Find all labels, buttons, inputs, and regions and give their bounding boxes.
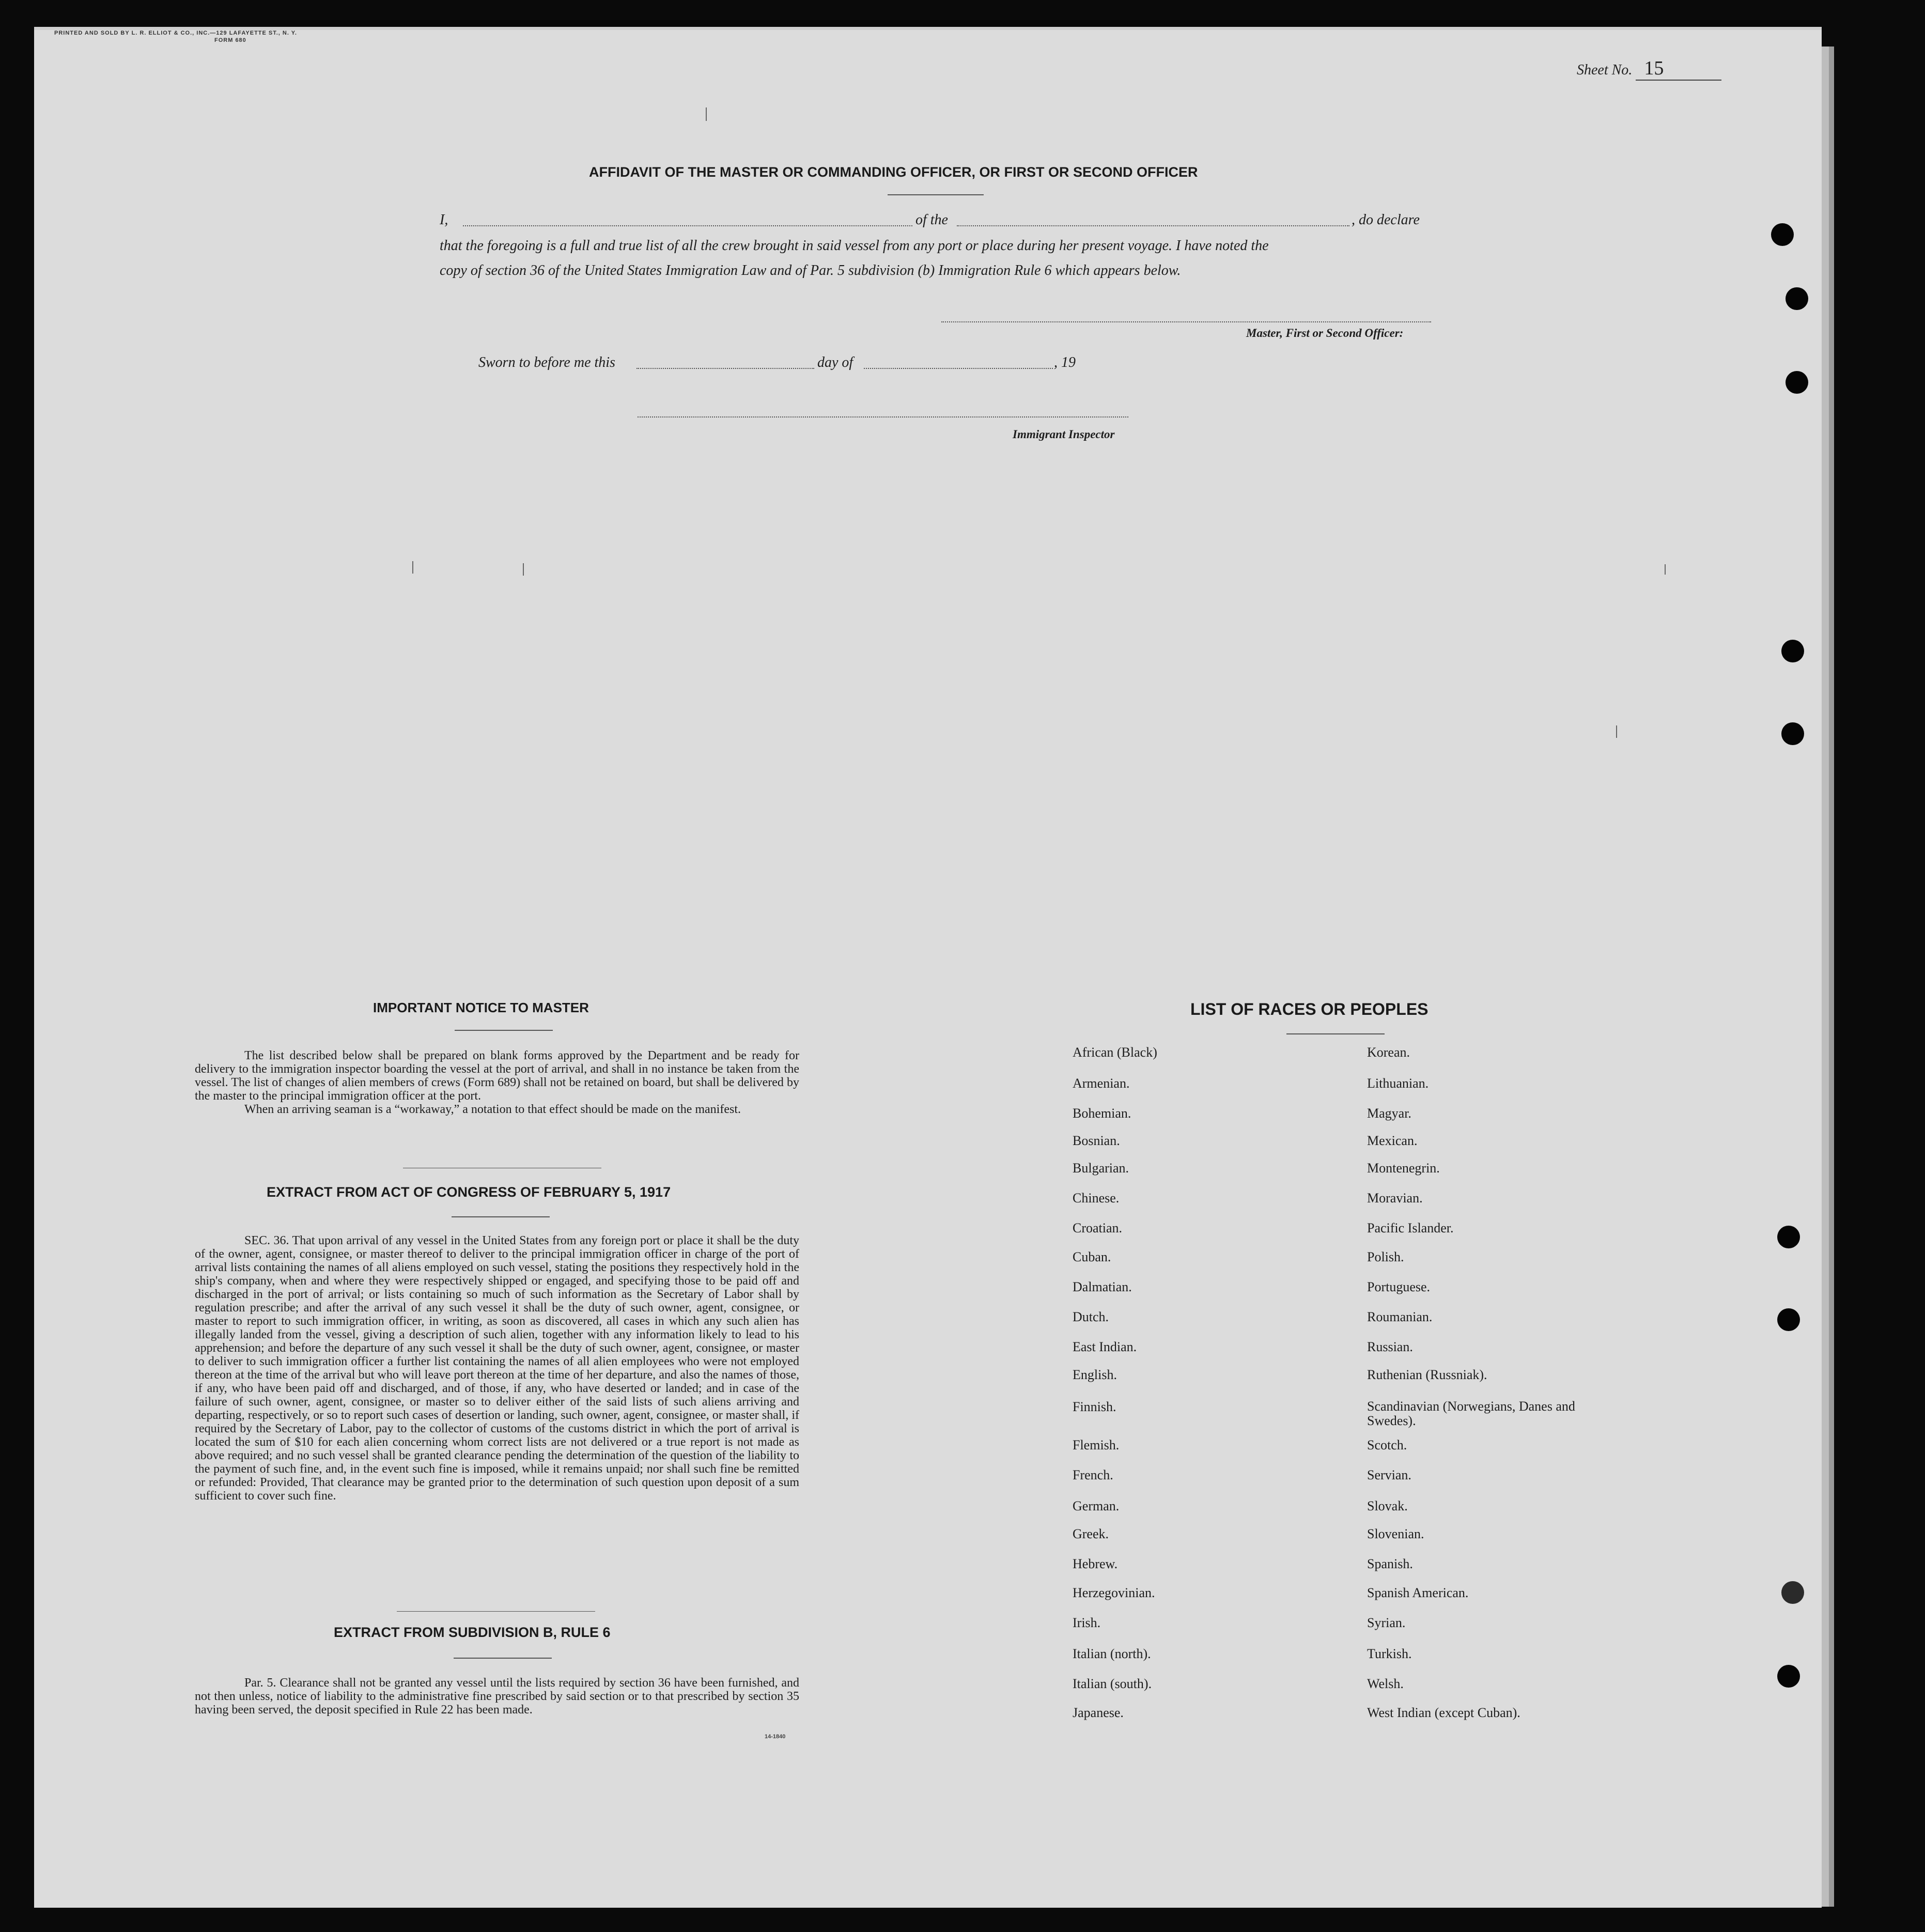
race-item: Italian (south). bbox=[1073, 1676, 1152, 1691]
rule-paragraph-5: Par. 5. Clearance shall not be granted any vessel until the lists required by section 36 have been furnished, and not then unless, notice of liability to the administrative fine prescribed by said section or to that prescribed by section 35 having been served, the deposit specified in Rule 22 has been made. bbox=[195, 1676, 799, 1717]
race-item: Turkish. bbox=[1367, 1646, 1412, 1661]
act-title: EXTRACT FROM ACT OF CONGRESS OF FEBRUARY 5, 1917 bbox=[267, 1184, 671, 1200]
sheet-number-label: Sheet No. bbox=[1577, 62, 1633, 78]
notice-paragraph-2: When an arriving seaman is a “workaway,” a notation to that effect should be made on the manifest. bbox=[244, 1103, 741, 1116]
binder-hole bbox=[1777, 1226, 1800, 1248]
race-item: Herzegovinian. bbox=[1073, 1585, 1155, 1600]
form-number: FORM 680 bbox=[214, 37, 246, 43]
act-body bbox=[195, 1234, 799, 1503]
race-item: Dutch. bbox=[1073, 1309, 1109, 1324]
act-section-36: SEC. 36. That upon arrival of any vessel in the United States from any foreign port or place it shall be the duty of the owner, agent, consignee, or master thereof to deliver to the principal immigration officer in charge of the port of arrival lists containing the names of all aliens employed on such vessel, stating the positions they respectively hold in the ship's company, when and where they were respectively shipped or engaged, and specifying those to be paid off and discharged in the port of arrival; or lists containing so much of such information as the Secretary of Labor shall by regulation prescribe; and after the arrival of any such vessel it shall be the duty of such owner, agent, consignee, or master to report to such immigration officer, in writing, as soon as discovered, all cases in which any such alien has illegally landed from the vessel, giving a description of such alien, together with any information likely to lead to his apprehension; and before the departure of any such vessel it shall be the duty of such owner, agent, consignee, or master to deliver to such immigration officer a further list containing the names of all alien employees who were not employed thereon at the time of the arrival but who will leave port thereon at the time of her departure, and also the names of those, if any, who have been paid off and discharged, and of those, if any, who have deserted or landed; and in case of the failure of such owner, agent, consignee, or master so to deliver either of the said lists of such aliens arriving and departing, respectively, or so to report such cases of desertion or landing, such owner, agent, consignee, or master shall, if required by the Secretary of Labor, pay to the collector of customs of the customs district in which the port of arrival is located the sum of $10 for each alien concerning whom correct lists are not delivered or a true report is not made as above required; and no such vessel shall be granted clearance pending the determination of the question of the liability to the payment of such fine, and, in the event such fine is imposed, while it remains unpaid; nor shall such fine be remitted or refunded: Provided, That clearance may be granted prior to the determination of such question upon deposit of a sum sufficient to cover such fine. bbox=[195, 1234, 799, 1503]
race-item: Polish. bbox=[1367, 1249, 1404, 1264]
binder-hole bbox=[1781, 640, 1804, 662]
race-item: Lithuanian. bbox=[1367, 1076, 1429, 1091]
affidavit-line-2: that the foregoing is a full and true list of all the crew brought in said vessel from any port or place during her present voyage. I have noted the bbox=[440, 238, 1269, 254]
race-item: Finnish. bbox=[1073, 1399, 1116, 1414]
race-item: Slovenian. bbox=[1367, 1526, 1424, 1541]
race-item: Magyar. bbox=[1367, 1106, 1411, 1121]
race-item: Italian (north). bbox=[1073, 1646, 1151, 1661]
sworn-day-of: day of bbox=[817, 354, 853, 370]
race-item: Russian. bbox=[1367, 1339, 1413, 1354]
scan-mark bbox=[1616, 725, 1617, 738]
binder-hole bbox=[1777, 1665, 1800, 1688]
race-item: Welsh. bbox=[1367, 1676, 1404, 1691]
scan-mark bbox=[523, 563, 524, 576]
sworn-year: , 19 bbox=[1054, 354, 1076, 370]
race-item: Spanish. bbox=[1367, 1556, 1413, 1571]
sheet-number-value: 15 bbox=[1636, 57, 1721, 81]
affidavit-title: AFFIDAVIT OF THE MASTER OR COMMANDING OFFICER, OR FIRST OR SECOND OFFICER bbox=[589, 164, 1198, 180]
race-item: Scotch. bbox=[1367, 1438, 1407, 1452]
race-item: English. bbox=[1073, 1367, 1117, 1382]
race-item: Bosnian. bbox=[1073, 1133, 1120, 1148]
scan-mark bbox=[706, 107, 707, 121]
master-signature-label: Master, First or Second Officer: bbox=[1246, 327, 1404, 339]
race-item: Armenian. bbox=[1073, 1076, 1130, 1091]
sheet-number bbox=[1577, 57, 1721, 81]
race-item: French. bbox=[1073, 1467, 1113, 1482]
notice-body bbox=[195, 1049, 799, 1116]
race-item: German. bbox=[1073, 1498, 1120, 1513]
race-item: Hebrew. bbox=[1073, 1556, 1118, 1571]
form-code: 14-1840 bbox=[765, 1734, 786, 1740]
affidavit-title-rule bbox=[888, 194, 984, 195]
race-item: Ruthenian (Russniak). bbox=[1367, 1367, 1487, 1382]
race-item: Pacific Islander. bbox=[1367, 1220, 1454, 1235]
race-item: Roumanian. bbox=[1367, 1309, 1433, 1324]
manifest-sheet bbox=[34, 27, 1822, 1908]
printer-imprint bbox=[54, 29, 297, 44]
affidavit-do-declare: , do declare bbox=[1352, 212, 1420, 228]
affidavit-line-1 bbox=[440, 212, 448, 228]
race-item: Chinese. bbox=[1073, 1191, 1120, 1205]
race-item: Slovak. bbox=[1367, 1498, 1408, 1513]
binder-hole bbox=[1777, 1308, 1800, 1331]
act-divider bbox=[397, 1611, 595, 1612]
binder-hole bbox=[1781, 722, 1804, 745]
race-item: Bohemian. bbox=[1073, 1106, 1131, 1121]
sworn-text: Sworn to before me this bbox=[478, 354, 615, 370]
inspector-signature-line[interactable] bbox=[638, 416, 1128, 418]
race-item: Spanish American. bbox=[1367, 1585, 1469, 1600]
races-title-rule bbox=[1286, 1033, 1385, 1034]
rule-title-rule bbox=[454, 1658, 552, 1659]
race-item: Korean. bbox=[1367, 1045, 1410, 1060]
race-item: Croatian. bbox=[1073, 1220, 1123, 1235]
binder-hole bbox=[1786, 287, 1808, 310]
printer-imprint-line: PRINTED AND SOLD BY L. R. ELLIOT & CO., INC.—129 LAFAYETTE ST., N. Y. bbox=[54, 30, 297, 36]
race-item: African (Black) bbox=[1073, 1045, 1157, 1060]
inspector-label: Immigrant Inspector bbox=[1013, 428, 1115, 441]
race-item: Syrian. bbox=[1367, 1615, 1406, 1630]
notice-title: IMPORTANT NOTICE TO MASTER bbox=[373, 1000, 589, 1015]
race-item: Portuguese. bbox=[1367, 1279, 1431, 1294]
master-signature-line[interactable] bbox=[941, 321, 1431, 322]
scan-mark bbox=[1665, 564, 1666, 575]
rule-title: EXTRACT FROM SUBDIVISION B, RULE 6 bbox=[334, 1625, 611, 1640]
sworn-month-line[interactable] bbox=[864, 368, 1053, 369]
race-item: Cuban. bbox=[1073, 1249, 1111, 1264]
race-item: Montenegrin. bbox=[1367, 1161, 1440, 1176]
affidavit-line-3: copy of section 36 of the United States Immigration Law and of Par. 5 subdivision (b) Immigration Rule 6 which appears below. bbox=[440, 262, 1181, 279]
affidavit-i: I, bbox=[440, 212, 448, 228]
act-title-rule bbox=[452, 1216, 550, 1217]
race-item: Moravian. bbox=[1367, 1191, 1423, 1205]
race-item: Mexican. bbox=[1367, 1133, 1418, 1148]
notice-paragraph-1: The list described below shall be prepared on blank forms approved by the Department and be ready for delivery to the immigration inspector boarding the vessel at the port of arrival, and shall in no instance be taken from the vessel. The list of changes of alien members of crews (Form 689) shall not be retained on board, but shall be delivered by the master to the principal immigration officer at the port. bbox=[195, 1049, 799, 1103]
race-item: Bulgarian. bbox=[1073, 1161, 1129, 1176]
race-item: Irish. bbox=[1073, 1615, 1101, 1630]
race-item: Flemish. bbox=[1073, 1438, 1120, 1452]
race-item: Dalmatian. bbox=[1073, 1279, 1132, 1294]
race-item: Greek. bbox=[1073, 1526, 1109, 1541]
binder-hole bbox=[1771, 223, 1794, 246]
race-item: Japanese. bbox=[1073, 1705, 1124, 1720]
notice-title-rule bbox=[455, 1030, 553, 1031]
race-item: East Indian. bbox=[1073, 1339, 1137, 1354]
binder-hole bbox=[1786, 371, 1808, 394]
vessel-field-line[interactable] bbox=[957, 225, 1349, 226]
affidavit-of-the: of the bbox=[915, 212, 948, 228]
rule-body bbox=[195, 1676, 799, 1717]
sworn-day-line[interactable] bbox=[637, 368, 814, 369]
race-item: Scandinavian (Norwegians, Danes and Swedes). bbox=[1367, 1399, 1575, 1428]
binder-hole bbox=[1781, 1581, 1804, 1604]
race-item: West Indian (except Cuban). bbox=[1367, 1705, 1520, 1720]
race-item: Servian. bbox=[1367, 1467, 1411, 1482]
scan-mark bbox=[412, 561, 413, 574]
name-field-line[interactable] bbox=[463, 225, 912, 226]
races-title: LIST OF RACES OR PEOPLES bbox=[1190, 1000, 1429, 1018]
